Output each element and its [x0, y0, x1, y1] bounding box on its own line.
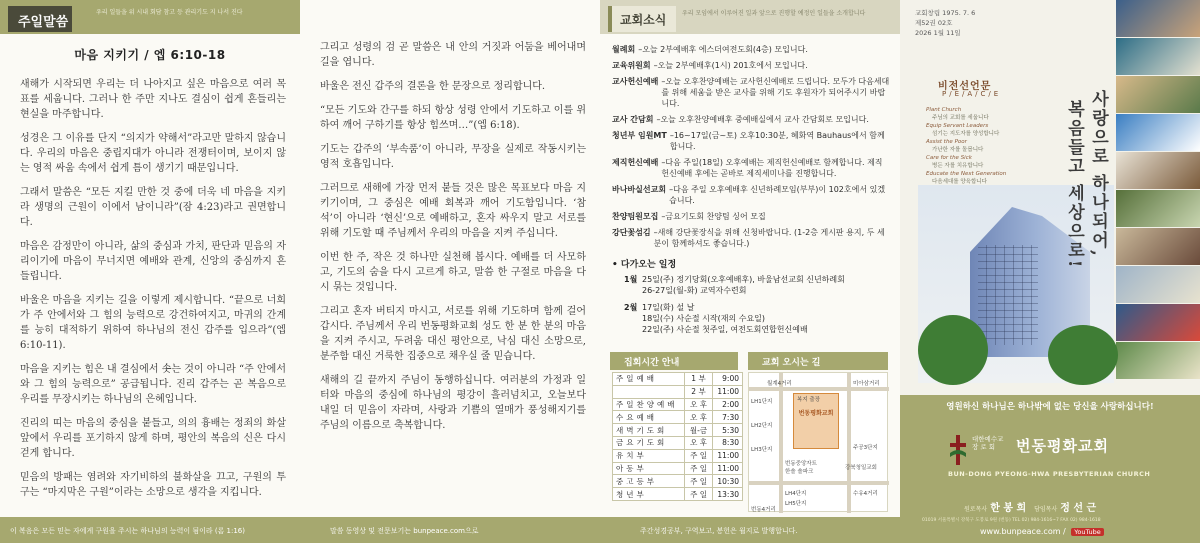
map-label: 주공3단지	[853, 445, 878, 451]
service-time: 5:30	[713, 424, 743, 437]
tree	[1048, 325, 1118, 385]
vision-list	[926, 106, 1006, 186]
vision-item-ko: 다음세대를 양육합니다	[932, 179, 987, 185]
sermon-header-label: 주일말씀	[8, 6, 72, 32]
panel2-paragraph: 그리고 혼자 버티지 마시고, 서로를 위해 기도하며 함께 걸어갑시다. 주님께서 우리 번동평화교회 성도 한 분 한 분의 마음을 지켜 주시고, 두려움 대신 평안으로, 낙심 대신 소망으로, 분주함 대신 거룩한 집중으로 채우실 줄 믿습니다.	[320, 306, 586, 362]
news-item	[612, 157, 890, 179]
service-time: 13:30	[713, 488, 743, 501]
schedule-lines	[642, 274, 845, 296]
map-label: 번동4거리	[751, 507, 776, 513]
calligraphy-line-1: 사랑으로 하나되어,	[1088, 90, 1108, 258]
schedule-line: 26-27일(월-화) 교역자수련회	[642, 286, 747, 295]
service-time: 2:00	[713, 398, 743, 411]
vision-item-ko: 병든 자를 치유합니다	[932, 163, 984, 169]
panel1-paragraph: 새해가 시작되면 우리는 더 나아지고 싶은 마음으로 여러 목표를 세웁니다. 그러나 한 주만 지나도 결심이 쉽게 흔들리는 현실을 마주합니다.	[20, 79, 286, 120]
news-header-bar	[600, 0, 900, 34]
panel2-paragraph: 그리고 성령의 검 곧 말씀은 내 안의 거짓과 어둠을 베어내며 길을 엽니다.	[320, 42, 586, 68]
church-photo	[1116, 114, 1200, 151]
service-times-table	[612, 372, 743, 501]
panel1-paragraph: 마음을 지키는 힘은 내 결심에서 솟는 것이 아니라 “주 안에서와 그 힘의 능력으로” 공급됩니다. 진리 갑주는 곧 복음으로 우리를 무장시키는 하나님의 은혜입니다.	[20, 364, 286, 405]
schedule-month-label: 1월	[624, 275, 638, 284]
panel2-paragraph: 새해의 길 끝까지 주님이 동행하십니다. 여러분의 가정과 일터와 마음의 중심에 하나님의 평강이 흘러넘치고, 오늘보다 내일 더 믿음이 자라며, 사랑과 기쁨의 열매가 풍성해지기를 주님의 이름으로 축복합니다.	[320, 375, 586, 431]
vision-item-ko: 섬기는 지도자를 양성합니다	[932, 131, 1000, 137]
service-time-row	[613, 373, 743, 386]
vision-item-ko: 가난한 자를 돌봅니다	[932, 147, 984, 153]
service-day: 주 일	[685, 488, 713, 501]
schedule-line: 22일(주) 사순절 첫주일, 여전도회연합헌신예배	[642, 325, 808, 334]
panel1-footer: 이 복음은 모든 믿는 자에게 구원을 주시는 하나님의 능력이 됨이라 (롬 1:16)	[0, 517, 300, 543]
building-windows	[978, 245, 1038, 345]
service-name: 새벽기도회	[613, 424, 685, 437]
map-label: LH4단지	[785, 491, 807, 497]
news-item-title: 월례회	[612, 45, 636, 54]
map-label: 번동중앙자트	[785, 461, 817, 467]
schedule-month-label: 2월	[624, 303, 638, 312]
panel1-paragraph: 그래서 말씀은 “모든 지킬 만한 것 중에 더욱 네 마음을 지키라 생명의 근원이 이에서 남이니라”(잠 4:23)라고 권면합니다.	[20, 187, 286, 228]
vision-item-en: Care for the Sick	[926, 155, 972, 161]
website-link[interactable]: www.bunpeace.com	[980, 527, 1061, 536]
church-name-en: BUN-DONG PYEONG-HWA PRESBYTERIAN CHURCH	[948, 470, 1151, 478]
schedule-title: • 다가오는 일정	[612, 260, 677, 270]
service-time: 9:00	[713, 373, 743, 386]
photo-strip	[1116, 0, 1200, 383]
service-day: 주 일	[685, 475, 713, 488]
service-time: 11:00	[713, 449, 743, 462]
service-name: 주일예배	[613, 373, 685, 386]
panel2-footer: 말씀 동영상 및 전문보기는 bunpeace.com으로	[300, 517, 600, 543]
issue-date: 2026 1월 11일	[915, 29, 961, 37]
sermon-header-note: 우리 일들을 위 시내 회담 참고 등 관리기도 지 나서 진다	[96, 9, 243, 16]
schedule-line: 18일(수) 사순절 시작(재의 수요일)	[642, 314, 766, 323]
schedule-lines	[642, 302, 808, 335]
map-label: 월계4거리	[767, 381, 792, 387]
vision-item-ko: 주님의 교회를 세웁니다	[932, 115, 989, 121]
news-item	[612, 227, 890, 249]
service-name: 금요기도회	[613, 436, 685, 449]
schedule-month	[600, 274, 900, 296]
schedule-line: 25일(주) 정기당회(오후예배후), 바울남선교회 신년하례회	[642, 275, 845, 284]
news-item	[612, 114, 890, 125]
calligraphy-line-2: 복음들고 세상으로!	[1064, 100, 1084, 270]
map-label: 수유4거리	[853, 491, 878, 497]
service-name: 수요예배	[613, 411, 685, 424]
church-photo	[1116, 190, 1200, 227]
vision-item-en: Plant Church	[926, 107, 962, 113]
map-label: LH2단지	[751, 423, 773, 429]
schedule-line: 17일(화) 설 날	[642, 303, 695, 312]
denomination	[972, 435, 1003, 451]
welcome-banner: 영원하신 하나님은 하나밖에 없는 당신을 사랑하십니다!	[900, 395, 1200, 417]
news-header-note: 우리 모임에서 이루어진 일과 앞으로 진행할 예정인 일들을 소개합니다	[682, 10, 866, 17]
vision-item-en: Equip Servant Leaders	[926, 123, 989, 129]
map-label: 강북청일교회	[845, 465, 877, 471]
denomination-line-1: 대한예수교	[972, 435, 1004, 443]
pastor-label: 담임목사	[1034, 506, 1058, 513]
service-day: 주 일	[685, 449, 713, 462]
service-day: 주 일	[685, 462, 713, 475]
service-name: 아동부	[613, 462, 685, 475]
news-item	[612, 184, 890, 206]
news-item-title: 바나바실선교회	[612, 185, 667, 194]
cross-logo-icon	[948, 435, 968, 465]
service-day: 오 후	[685, 436, 713, 449]
church-photo	[1116, 266, 1200, 303]
service-day: 오 후	[685, 398, 713, 411]
service-time-row	[613, 488, 743, 501]
sermon-header-bar	[0, 0, 300, 34]
news-item-text: –다음 주일 오후예배후 신년하례모임(부부)이 102호에서 있겠습니다.	[669, 185, 886, 205]
issue-info	[915, 8, 975, 38]
senior-pastor-name: 한 봉 희	[990, 503, 1027, 514]
news-header-label: 교회소식	[608, 6, 676, 32]
senior-pastor-label: 원로목사	[964, 506, 988, 513]
schedule-month	[600, 302, 900, 335]
church-address: 01019 서울특별시 강북구 도봉로 9원 (번동) TEL 02) 984-1616~7 FAX 02) 984-1618	[922, 518, 1101, 523]
service-time-row	[613, 475, 743, 488]
panel1-paragraph: 성경은 그 이유를 단지 “의지가 약해서”라고만 말하지 않습니다. 우리의 마음은 중립지대가 아니라 전쟁터이며, 보이지 않는 영적 싸움 속에서 쉽게 틈이 생기기 때문입니다.	[20, 133, 286, 174]
service-name: 중고등부	[613, 475, 685, 488]
service-time-row	[613, 411, 743, 424]
service-time-row	[613, 424, 743, 437]
news-item	[612, 211, 890, 222]
news-item	[612, 76, 890, 109]
service-time: 8:30	[713, 436, 743, 449]
panel1-paragraph: 진리의 띠는 마음의 중심을 붙들고, 의의 흉배는 정죄의 화살 앞에서 우리를 포기하지 않게 하며, 평안의 복음의 신은 다시 걷게 합니다.	[20, 418, 286, 459]
sermon-title: 마음 지키기 / 엡 6:10-18	[74, 48, 226, 62]
church-photo	[1116, 76, 1200, 113]
sermon-panel-2	[300, 0, 600, 543]
news-item-text: –새해 강단꽃장식을 위해 신청바랍니다. (1-2층 게시판 용지, 두 세 분이 함께하셔도 좋습니다.)	[653, 228, 885, 248]
directions-map	[748, 372, 888, 512]
service-time: 7:30	[713, 411, 743, 424]
volume-number: 제52권 02호	[915, 19, 953, 27]
map-label: LH1단지	[751, 399, 773, 405]
map-church-label: 번동평화교회	[798, 410, 834, 417]
news-item-text: –오늘 오후찬양예배후 중예배실에서 교사 간담회로 모입니다.	[656, 115, 869, 124]
panel2-paragraph: 바울은 전신 갑주의 결론을 한 문장으로 정리합니다.	[320, 81, 546, 92]
map-label: LH3단지	[751, 447, 773, 453]
pastors	[964, 499, 1102, 514]
youtube-icon[interactable]: YouTube	[1071, 528, 1103, 536]
vision-item-en: Assist the Poor	[926, 139, 967, 145]
news-item-text: –오늘 2부예배후 에스더여전도회(4층) 모입니다.	[638, 45, 808, 54]
sermon-panel-1	[0, 0, 300, 543]
news-item-title: 교사헌신예배	[612, 77, 659, 86]
service-time-row	[613, 462, 743, 475]
map-label: LH5단지	[785, 501, 807, 507]
service-time-row	[613, 385, 743, 398]
news-item-title: 찬양팀원모집	[612, 212, 659, 221]
church-photo	[1116, 304, 1200, 341]
news-item-title: 교사 간담회	[612, 115, 654, 124]
founding-date: 교회창립 1975. 7. 6	[915, 9, 976, 17]
news-item-title: 교육위원회	[612, 61, 651, 70]
news-item-title: 강단꽃섬김	[612, 228, 651, 237]
news-item-text: –금요기도회 찬양팀 싱어 모집	[661, 212, 766, 221]
panel3-footer: 주간성경공부, 구역보고, 봉헌은 월지로 발행합니다.	[600, 517, 900, 543]
map-title: 교회 오시는 길	[748, 352, 888, 370]
times-title: 집회시간 안내	[610, 352, 738, 370]
service-time: 11:00	[713, 385, 743, 398]
service-name: 유치부	[613, 449, 685, 462]
schedule-list	[600, 274, 900, 335]
vision-acronym: P/E/A/C/E	[942, 90, 1002, 98]
service-day: 2 부	[685, 385, 713, 398]
service-time-row	[613, 449, 743, 462]
pastor-name: 정 선 근	[1060, 503, 1097, 514]
service-time: 10:30	[713, 475, 743, 488]
news-list	[600, 34, 900, 249]
service-name: 주일찬양예배	[613, 398, 685, 411]
news-item-text: –다음 주일(18일) 오후예배는 제직헌신예배로 함께합니다. 제직헌신예배 후에는 곧바로 제직세미나를 진행합니다.	[661, 158, 883, 178]
news-item-title: 청년부 임원MT	[612, 131, 667, 140]
denomination-line-2: 장 로 회	[972, 443, 995, 451]
news-item	[612, 44, 890, 55]
news-item-text: –16~17일(금~토) 오후10:30분, 혜화역 Bauhaus에서 함께합니다.	[669, 131, 885, 151]
church-photo	[1116, 342, 1200, 379]
schedule-title-text: 다가오는 일정	[620, 260, 677, 270]
map-label: 한솔 솔파크	[785, 469, 814, 475]
service-name	[613, 385, 685, 398]
website-row: www.bunpeace.com / YouTube	[980, 527, 1104, 536]
news-item	[612, 130, 890, 152]
church-logo-area	[900, 417, 1200, 543]
church-photo	[1116, 228, 1200, 265]
map-label: 복지 출장	[797, 397, 821, 403]
panel1-paragraph: 마음은 감정만이 아니라, 삶의 중심과 가치, 판단과 믿음의 자리이기에 마음이 무너지면 예배와 관계, 신앙의 중심까지 흔들립니다.	[20, 241, 286, 282]
panel1-paragraph: 믿음의 방패는 염려와 자기비하의 불화살을 끄고, 구원의 투구는 “마지막은 구원”이라는 소망으로 생각을 지킵니다.	[20, 472, 286, 498]
service-day: 월-금	[685, 424, 713, 437]
church-name: 번동평화교회	[1016, 437, 1109, 455]
church-photo	[1116, 0, 1200, 37]
panel1-paragraph: 바울은 마음을 지키는 길을 이렇게 제시합니다. “끝으로 너희가 주 안에서와 그 힘의 능력으로 강건하여지고, 마귀의 간계를 능히 대적하기 위하여 하나님의 전신 갑주를 입으라”(엡 6:10-11).	[20, 295, 286, 351]
news-item	[612, 60, 890, 71]
service-time-row	[613, 398, 743, 411]
tree	[918, 315, 988, 385]
service-time: 11:00	[713, 462, 743, 475]
church-photo	[1116, 152, 1200, 189]
service-name: 청년부	[613, 488, 685, 501]
news-item-text: –오늘 2부예배후(1시) 201호에서 모입니다.	[653, 61, 808, 70]
map-label: 미아삼거리	[853, 381, 880, 387]
church-photo	[1116, 38, 1200, 75]
panel2-paragraph: 그러므로 새해에 가장 먼저 붙들 것은 많은 목표보다 마음 지키기이며, 그 중심은 예배 회복과 깨어 기도함입니다. ‘참석’이 아니라 ‘현신’으로 예배하고, 혼자 싸우지 말고 서로를 위해 기도할 때 주님께서 우리의 마음을 지켜 주십니다.	[320, 183, 586, 239]
vision-item-en: Educate the Next Generation	[926, 171, 1007, 177]
panel2-paragraph: 기도는 갑주의 ‘부속품’이 아니라, 무장을 실제로 작동시키는 영적 호흡입니다.	[320, 144, 586, 170]
service-day: 오 후	[685, 411, 713, 424]
news-item-title: 제직헌신예배	[612, 158, 659, 167]
news-item-text: –오늘 오후찬양예배는 교사헌신예배로 드립니다. 모두가 다음세대를 위해 세움을 받은 교사를 위해 기도 후원자가 되어주시기 바랍니다.	[661, 77, 890, 108]
vision-title: 비전선언문	[938, 81, 992, 92]
panel2-paragraph: “모든 기도와 간구를 하되 항상 성령 안에서 기도하고 이를 위하여 깨어 구하기를 항상 힘쓰며…”(엡 6:18).	[320, 105, 586, 131]
panel2-paragraph: 이번 한 주, 작은 것 하나만 실천해 봅시다. 예배를 더 사모하고, 기도의 숨을 다시 고르게 하고, 말씀 한 구절로 마음을 다시 묶는 것입니다.	[320, 252, 586, 293]
service-time-row	[613, 436, 743, 449]
service-day: 1 부	[685, 373, 713, 386]
